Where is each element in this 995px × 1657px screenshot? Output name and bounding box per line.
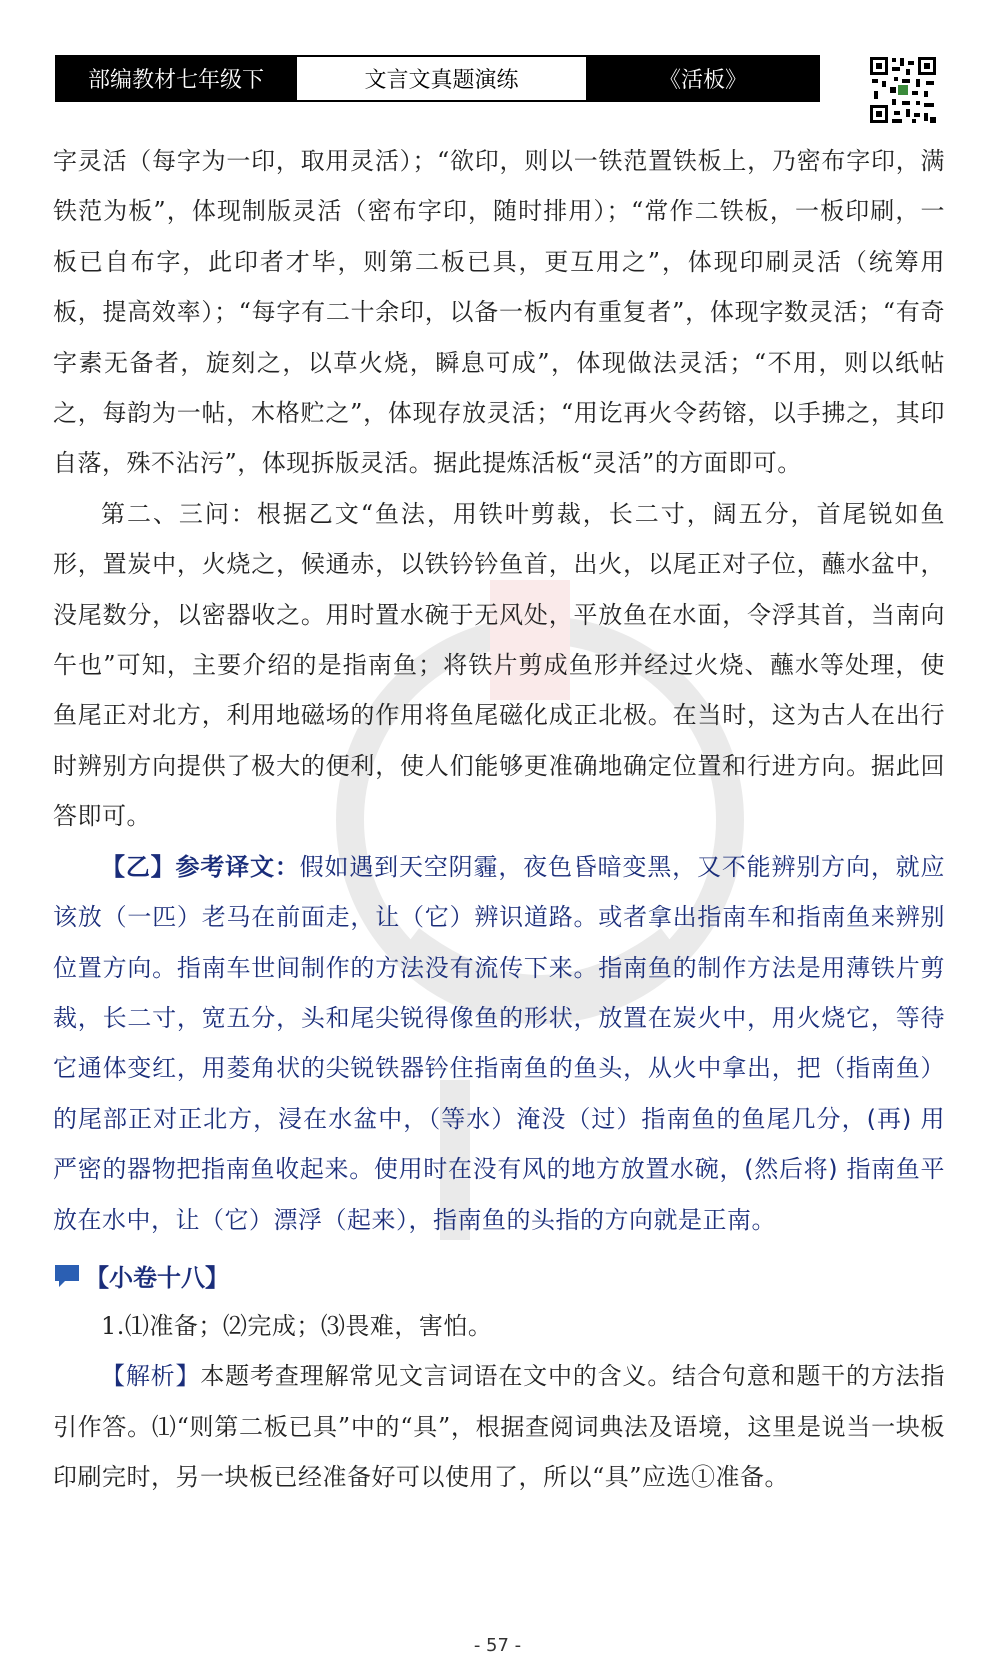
- section-heading: [53, 1251, 945, 1301]
- speech-bubble-icon: [53, 1263, 81, 1289]
- page-header: [55, 55, 820, 102]
- page-number: - 57 -: [473, 1635, 522, 1656]
- paragraph-analysis: [53, 1351, 945, 1502]
- analysis-label: 【解析】: [101, 1362, 201, 1391]
- page-content: [53, 136, 945, 1503]
- paragraph-flexibility-analysis: 字灵活（每字为一印，取用灵活）；“欲印，则以一铁范置铁板上，乃密布字印，满铁范为板”，体现制版灵活（密布字印，随时排用）；“常作二铁板，一板印刷，一板已自布字，此印者才毕，则第二板已具，更互用之”，体现印刷灵活（统筹用板，提高效率）；“每字有二十余印，以备一板内有重复者”，体现字数灵活；“有奇字素无备者，旋刻之，以草火烧，瞬息可成”，体现做法灵活；“不用，则以纸帖之，每韵为一帖，木格贮之”，体现存放灵活；“用讫再火令药镕，以手拂之，其印自落，殊不沾污”，体现拆版灵活。据此提炼活板“灵活”的方面即可。: [53, 147, 945, 478]
- translation-text: 假如遇到天空阴霾，夜色昏暗变黑，又不能辨别方向，就应该放（一匹）老马在前面走，让（它）辨识道路。或者拿出指南车和指南鱼来辨别位置方向。指南车世间制作的方法没有流传下来。指南鱼的制作方法是用薄铁片剪裁，长二寸，宽五分，头和尾尖锐得像鱼的形状，放置在炭火中，用火烧它，等待它通体变红，用菱角状的尖锐铁器钤住指南鱼的鱼头，从火中拿出，把（指南鱼）的尾部正对正北方，浸在水盆中，（等水）淹没（过）指南鱼的鱼尾几分，(再) 用严密的器物把指南鱼收起来。使用时在没有风的地方放置水碗，(然后将) 指南鱼平放在水中，让（它）漂浮（起来），指南鱼的头指的方向就是正南。: [53, 852, 946, 1234]
- paragraph-questions-2-3: 第二、三问：根据乙文“鱼法，用铁叶剪裁，长二寸，阔五分，首尾锐如鱼形，置炭中，火烧之，候通赤，以铁钤钤鱼首，出火，以尾正对子位，蘸水盆中，没尾数分，以密器收之。用时置水碗于无风处，平放鱼在水面，令浮其首，当南向午也”可知，主要介绍的是指南鱼；将铁片剪成鱼形并经过火烧、蘸水等处理，使鱼尾正对北方，利用地磁场的作用将鱼尾磁化成正北极。在当时，这为古人在出行时辨别方向提供了极大的便利，使人们能够更准确地确定位置和行进方向。据此回答即可。: [53, 499, 945, 831]
- qr-code-icon: [868, 55, 938, 125]
- header-lesson: 《活板》: [588, 57, 818, 100]
- paragraph-translation: [53, 842, 945, 1245]
- header-section: 文言文真题演练: [295, 57, 588, 100]
- section-title: 【小卷十八】: [85, 1264, 229, 1293]
- header-textbook: 部编教材七年级下: [57, 57, 295, 100]
- answer-1: 1.⑴准备；⑵完成；⑶畏难，害怕。: [101, 1311, 493, 1340]
- analysis-text: 本题考查理解常见文言词语在文中的含义。结合句意和题干的方法指引作答。⑴“则第二板已具”中的“具”，根据查阅词典法及语境，这里是说当一块板印刷完时，另一块板已经准备好可以使用了，所以“具”应选①准备。: [53, 1362, 946, 1492]
- translation-label: 【乙】参考译文：: [101, 852, 300, 881]
